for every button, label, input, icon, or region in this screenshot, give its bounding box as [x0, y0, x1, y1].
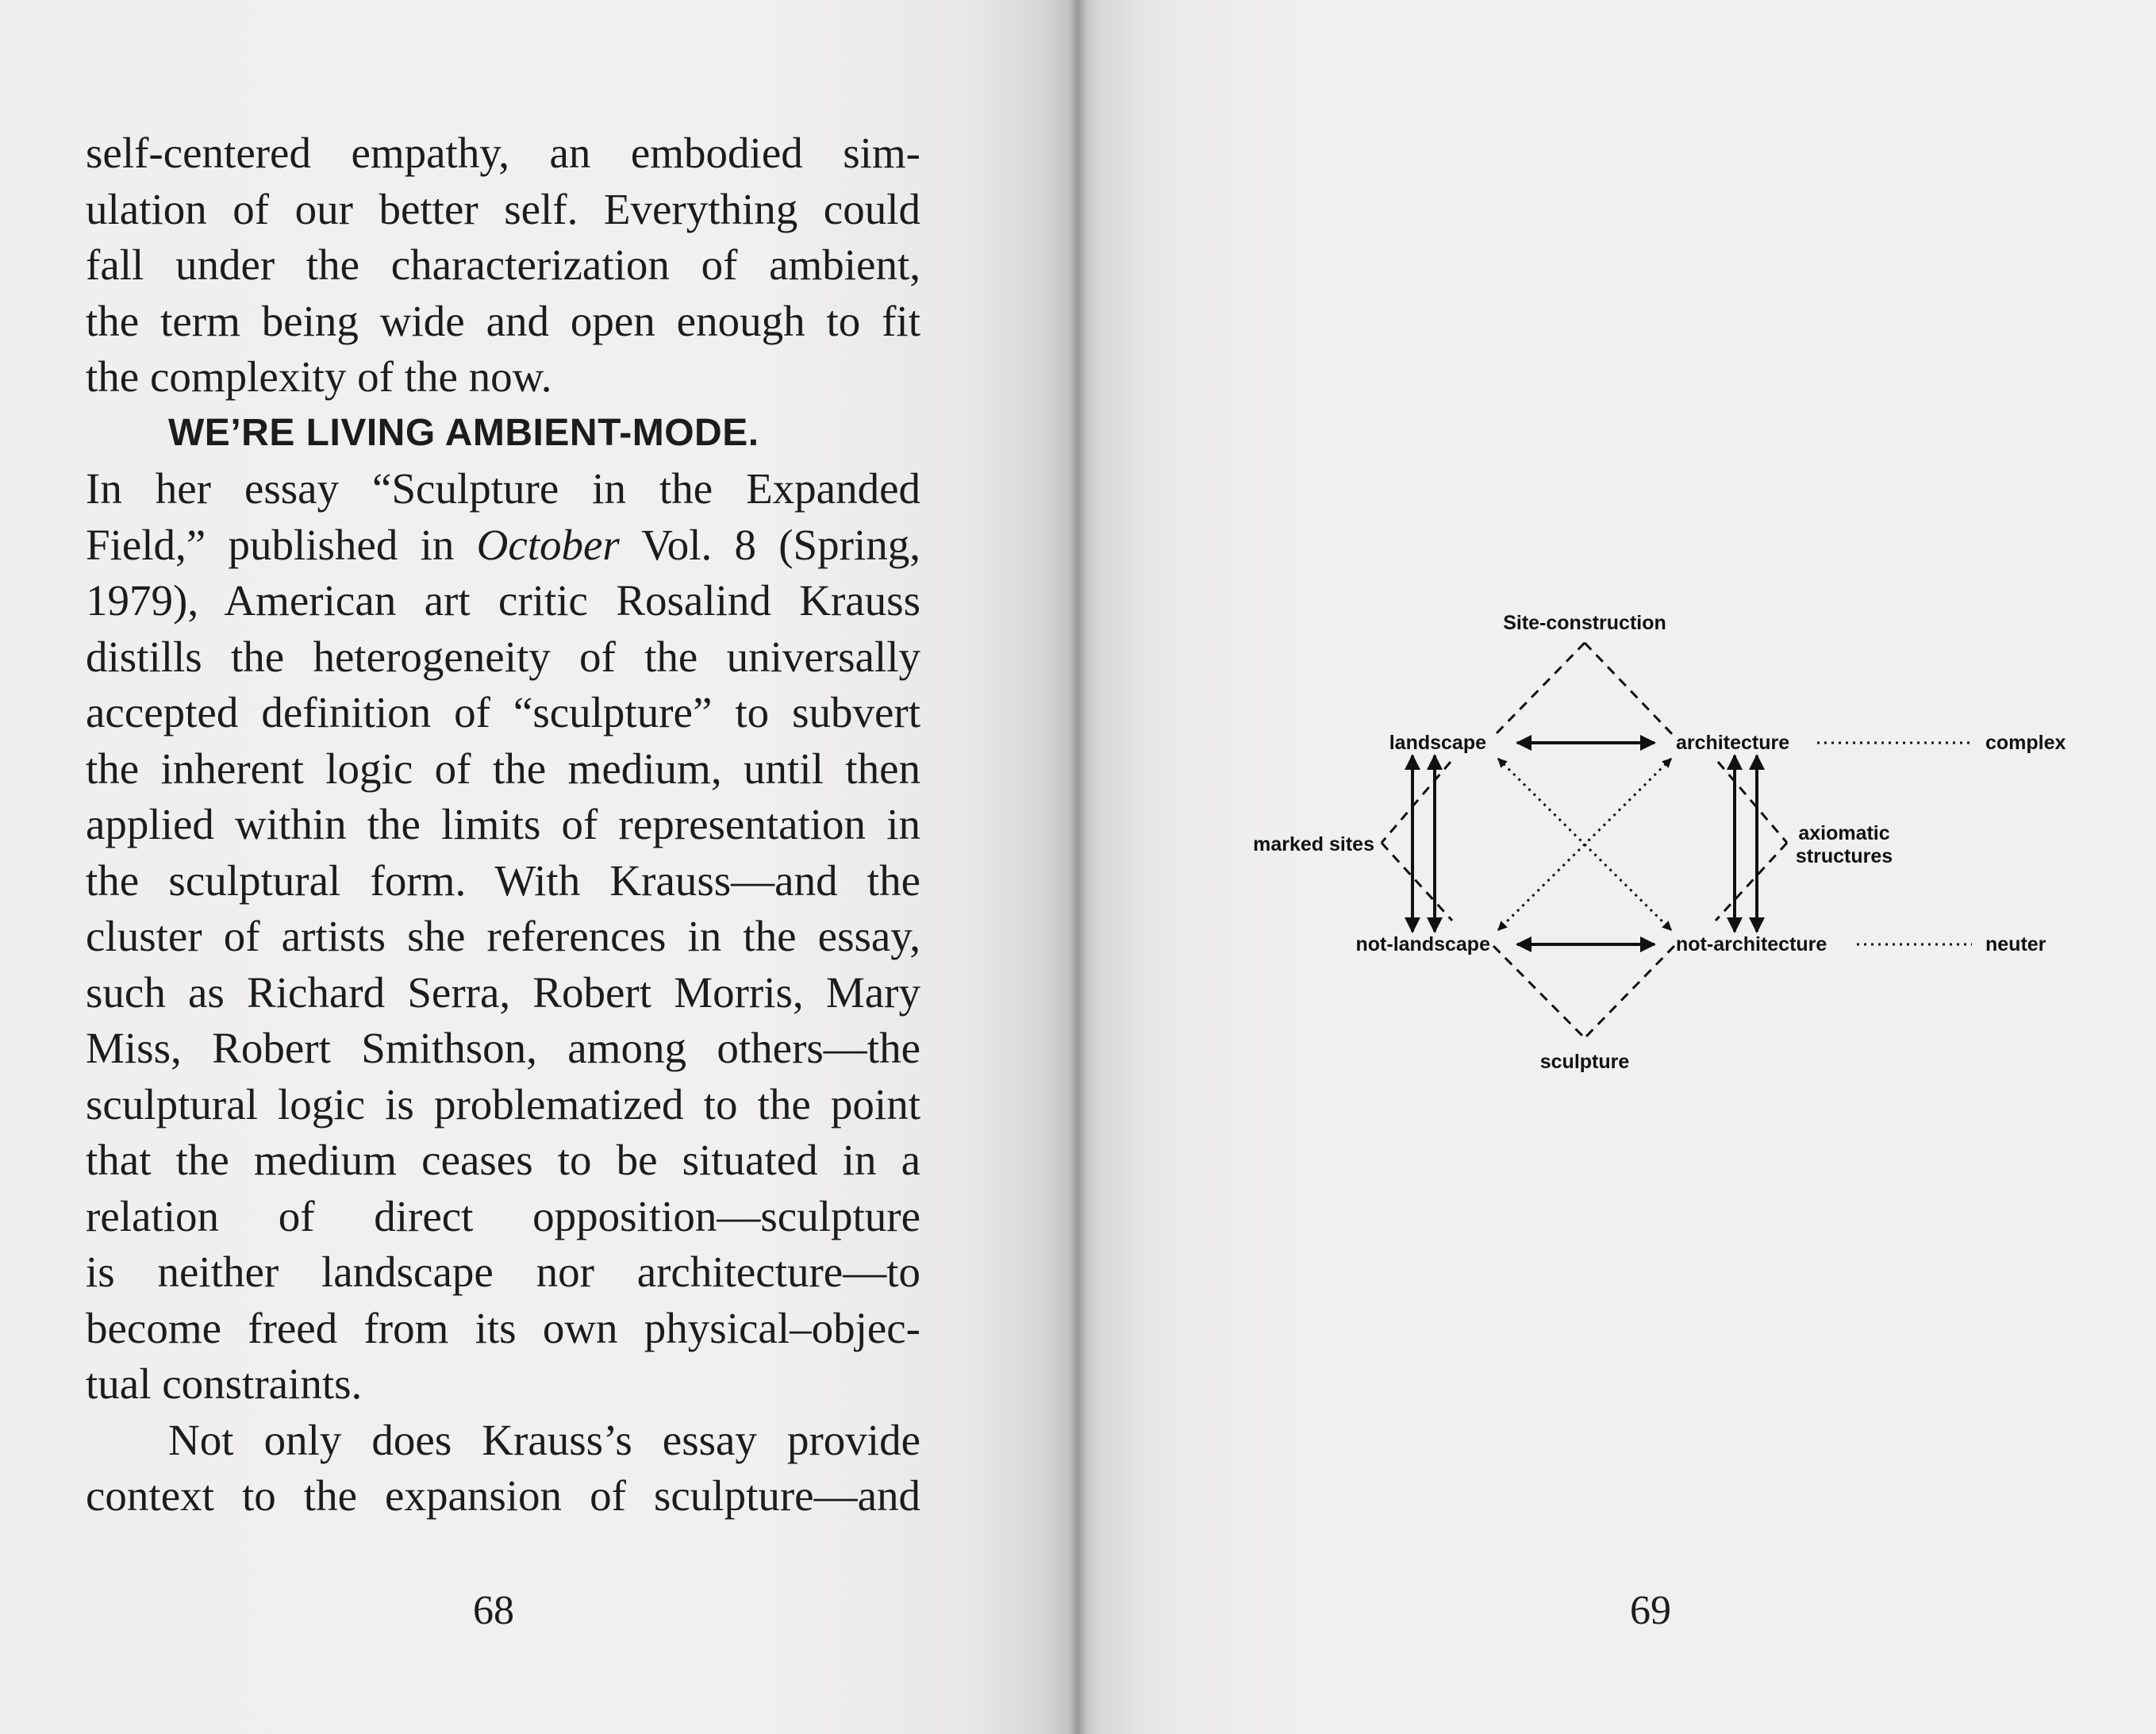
label-structures: structures	[1795, 845, 1893, 867]
label-sculpture: sculpture	[1539, 1051, 1630, 1073]
text-line: self-centered empathy, an embodied sim-	[86, 129, 920, 177]
label-landscape: landscape	[1389, 732, 1486, 754]
text-line: tual constraints.	[86, 1359, 363, 1408]
label-not-architecture: not-architecture	[1676, 933, 1827, 955]
text-fragment: Vol. 8 (Spring,	[619, 520, 920, 569]
dashed-edge	[1585, 643, 1674, 736]
text-fragment: Field,” published in	[86, 520, 477, 569]
text-line: the inherent logic of the medium, until then	[86, 744, 920, 793]
text-line: Miss, Robert Smithson, among others—the	[86, 1024, 920, 1072]
page-number: 69	[1630, 1588, 1671, 1633]
dashed-edge	[1493, 643, 1585, 736]
label-site-construction: Site-construction	[1503, 612, 1666, 634]
section-heading: WE’RE LIVING AMBIENT-MODE.	[168, 411, 759, 454]
text-line: sculptural logic is problematized to the point	[86, 1079, 920, 1128]
label-axiomatic: axiomatic	[1798, 822, 1890, 844]
text-line: the sculptural form. With Krauss—and the	[86, 855, 920, 905]
book-gutter	[1068, 0, 1087, 1734]
label-complex: complex	[1985, 732, 2066, 754]
text-line: relation of direct opposition—sculpture	[86, 1191, 920, 1240]
label-architecture: architecture	[1676, 732, 1790, 754]
dashed-outline	[1382, 643, 1790, 1038]
label-neuter: neuter	[1985, 933, 2046, 955]
label-not-landscape: not-landscape	[1355, 933, 1490, 955]
text-line: is neither landscape nor architecture—to	[86, 1248, 920, 1296]
dashed-edge	[1716, 843, 1787, 921]
text-line: the term being wide and open enough to fit	[86, 296, 920, 345]
text-line: such as Richard Serra, Robert Morris, Mary	[86, 967, 920, 1017]
text-line: ulation of our better self. Everything could	[86, 184, 920, 233]
text-line: the complexity of the now.	[86, 352, 552, 401]
journal-title: October	[476, 520, 620, 569]
text-line: accepted definition of “sculpture” to subvert	[86, 688, 920, 736]
text-line: context to the expansion of sculpture—and	[86, 1471, 920, 1520]
text-line: applied within the limits of representation in	[86, 800, 920, 848]
text-line: become freed from its own physical–objec-	[86, 1303, 920, 1352]
label-marked-sites: marked sites	[1253, 833, 1374, 855]
text-line	[86, 517, 920, 574]
dashed-edge	[1382, 843, 1452, 921]
text-line: 1979), American art critic Rosalind Krauss	[86, 576, 920, 625]
dashed-edge	[1585, 946, 1674, 1038]
text-line: that the medium ceases to be situated in a	[86, 1136, 920, 1184]
text-line: fall under the characterization of ambient,	[86, 240, 920, 289]
dashed-edge	[1493, 946, 1585, 1038]
text-line: cluster of artists she references in the essay,	[86, 912, 920, 960]
dashed-edge	[1382, 762, 1451, 843]
text-line: In her essay “Sculpture in the Expanded	[86, 464, 920, 513]
dashed-edge	[1718, 762, 1787, 843]
text-line: Not only does Krauss’s essay provide	[168, 1415, 920, 1464]
klein-group-diagram	[1222, 603, 2095, 1079]
text-line: distills the heterogeneity of the universally	[86, 632, 920, 681]
body-text	[86, 125, 920, 1524]
page-number: 68	[473, 1588, 514, 1633]
